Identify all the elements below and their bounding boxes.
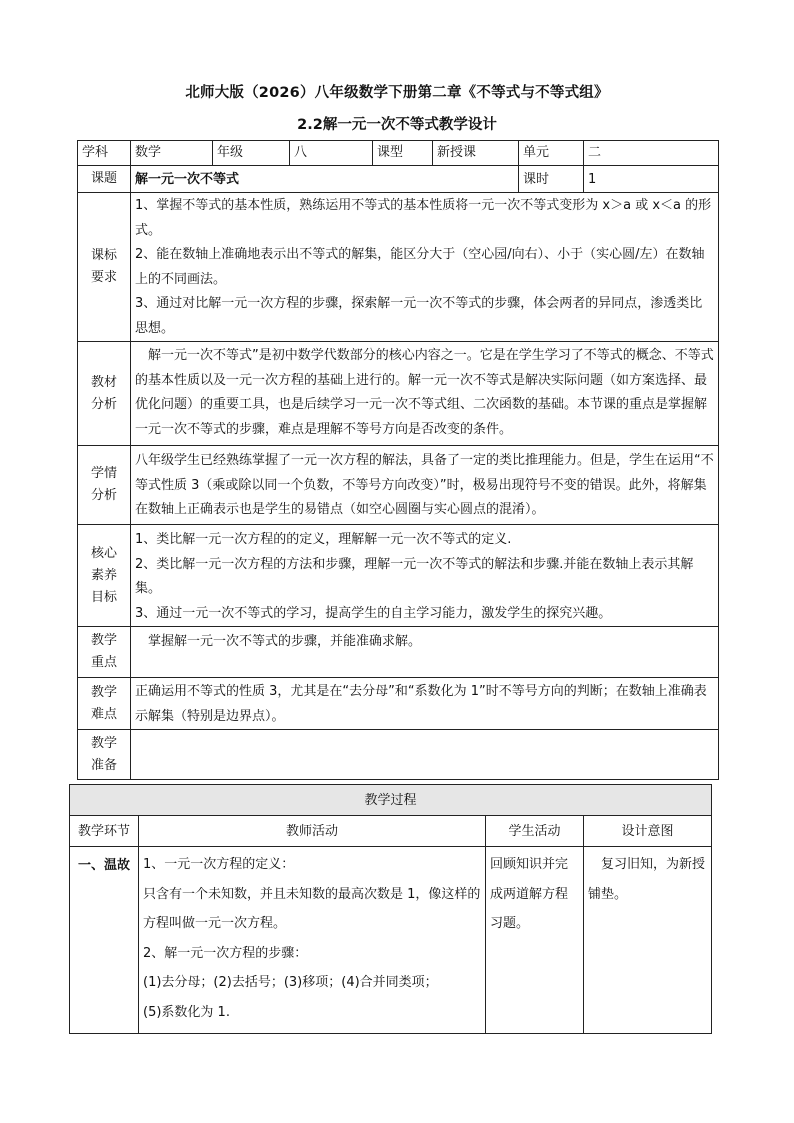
process-column-header-row: [70, 816, 712, 847]
info-row-core: [78, 525, 719, 627]
hours-label: 课时: [519, 166, 584, 193]
process-heading-row: [70, 785, 712, 816]
hours-value: 1: [584, 166, 719, 193]
subject-label: 学科: [78, 141, 131, 166]
teacher-line: 2、解一元一次方程的步骤：: [143, 945, 308, 961]
difficulty-label: [78, 678, 131, 730]
subject-value: 数学: [131, 141, 213, 166]
info-row-key-point: [78, 627, 719, 678]
grade-label: 年级: [213, 141, 290, 166]
col-header-student: 学生活动: [486, 816, 584, 847]
core-label-line-3: 目标: [90, 589, 117, 605]
unit-label: 单元: [519, 141, 584, 166]
col-header-intent: 设计意图: [584, 816, 712, 847]
student-analysis-content: [131, 446, 719, 525]
process-stage: 一、温故: [70, 847, 139, 1034]
col-header-stage: 教学环节: [70, 816, 139, 847]
material-label: [78, 342, 131, 446]
prep-label-line-1: 教学: [90, 735, 117, 751]
teacher-line: 1、一元一次方程的定义：: [143, 857, 295, 872]
student-label-line-1: 学情: [90, 466, 117, 481]
core-item: 2、类比解一元一次方程的方法和步骤，理解一元一次不等式的解法和步骤.并能在数轴上表示其解集。: [135, 556, 694, 596]
topic-label: 课题: [78, 166, 131, 193]
teaching-process-table: [69, 784, 712, 1034]
material-content: [131, 342, 719, 446]
diff-label-line-2: 难点: [90, 706, 117, 722]
core-content: [131, 525, 719, 627]
preparation-content: [131, 730, 719, 780]
standard-item: 1、掌握不等式的基本性质，熟练运用不等式的基本性质将一元一次不等式变形为 x＞a 或 x＜a 的形式。: [135, 198, 712, 238]
core-label: [78, 525, 131, 627]
core-item: 1、类比解一元一次方程的的定义，理解解一元一次不等式的定义.: [135, 532, 512, 547]
teacher-line: (5)系数化为 1.: [143, 1004, 230, 1020]
document-title: 北师大版（2026）八年级数学下册第二章《不等式与不等式组》: [185, 85, 609, 101]
key-point-label: [78, 627, 131, 678]
standard-label-line-1: 课标: [90, 248, 117, 263]
teacher-line: 只含有一个未知数，并且未知数的最高次数是 1，像这样的方程叫做一元一次方程。: [143, 886, 481, 931]
preparation-label: [78, 730, 131, 780]
standard-content: [131, 193, 719, 342]
grade-value: 八: [290, 141, 373, 166]
core-item: 3、通过一元一次不等式的学习，提高学生的自主学习能力，激发学生的探究兴趣。: [135, 605, 612, 621]
lesson-info-table: [77, 140, 719, 780]
unit-value: 二: [584, 141, 719, 166]
info-row-difficulty: [78, 678, 719, 730]
material-label-line-2: 分析: [90, 396, 117, 412]
material-text: 解一元一次不等式”是初中数学代数部分的核心内容之一。它是在学生学习了不等式的概念、不等式的基本性质以及一元一次方程的基础上进行的。解一元一次不等式是解决实际问题（如方案选择、最优化问题）的重要工具，也是后续学习一元一次不等式组、二次函数的基础。本节课的重点是掌握解一元一次不等式的步骤，难点是理解不等号方向是否改变的条件。: [135, 348, 714, 437]
standard-label: [78, 193, 131, 342]
student-label-line-2: 分析: [90, 488, 117, 503]
info-row-material: [78, 342, 719, 446]
standard-item: 3、通过对比解一元一次方程的步骤，探索解一元一次不等式的步骤，体会两者的异同点，渗透类比思想。: [135, 296, 703, 336]
student-analysis-label: [78, 446, 131, 525]
info-row-topic: [78, 166, 719, 193]
key-point-content: [131, 627, 719, 678]
difficulty-text: 正确运用不等式的性质 3，尤其是在“去分母”和“系数化为 1”时不等号方向的判断；在数轴上准确表示解集（特别是边界点）。: [135, 684, 707, 724]
teacher-activity: [139, 847, 486, 1034]
info-row-basic: [78, 141, 719, 166]
design-intent: 复习旧知，为新授铺垫。: [584, 847, 712, 1034]
material-label-line-1: 教材: [90, 374, 117, 390]
info-row-student: [78, 446, 719, 525]
col-header-teacher: 教师活动: [139, 816, 486, 847]
prep-label-line-2: 准备: [90, 757, 117, 773]
standard-item: 2、能在数轴上准确地表示出不等式的解集，能区分大于（空心园/向右）、小于（实心圆/左）在数轴上的不同画法。: [135, 247, 705, 287]
process-heading: 教学过程: [70, 785, 712, 816]
info-row-preparation: [78, 730, 719, 780]
type-label: 课型: [373, 141, 433, 166]
student-analysis-text: 八年级学生已经熟练掌握了一元一次方程的解法，具备了一定的类比推理能力。但是，学生在运用“不等式性质 3（乘或除以同一个负数，不等号方向改变）”时，极易出现符号不变的错误。此外，将解集在数轴上正确表示也是学生的易错点（如空心圆圈与实心圆点的混淆）。: [135, 453, 714, 517]
difficulty-content: [131, 678, 719, 730]
standard-label-line-2: 要求: [90, 270, 117, 285]
type-value: 新授课: [433, 141, 519, 166]
diff-label-line-1: 教学: [90, 684, 117, 700]
core-label-line-1: 核心: [90, 545, 117, 561]
key-label-line-1: 教学: [90, 633, 117, 648]
student-activity: 回顾知识并完成两道解方程习题。: [486, 847, 584, 1034]
key-point-text: 掌握解一元一次不等式的步骤，并能准确求解。: [148, 634, 422, 649]
process-row: [70, 847, 712, 1034]
key-label-line-2: 重点: [90, 655, 117, 670]
topic-value: 解一元一次不等式: [131, 166, 519, 193]
document-subtitle: 2.2解一元一次不等式教学设计: [297, 117, 497, 133]
info-row-standard: [78, 193, 719, 342]
core-label-line-2: 素养: [90, 567, 117, 583]
teacher-line: (1)去分母；(2)去括号；(3)移项；(4)合并同类项；: [143, 975, 438, 990]
